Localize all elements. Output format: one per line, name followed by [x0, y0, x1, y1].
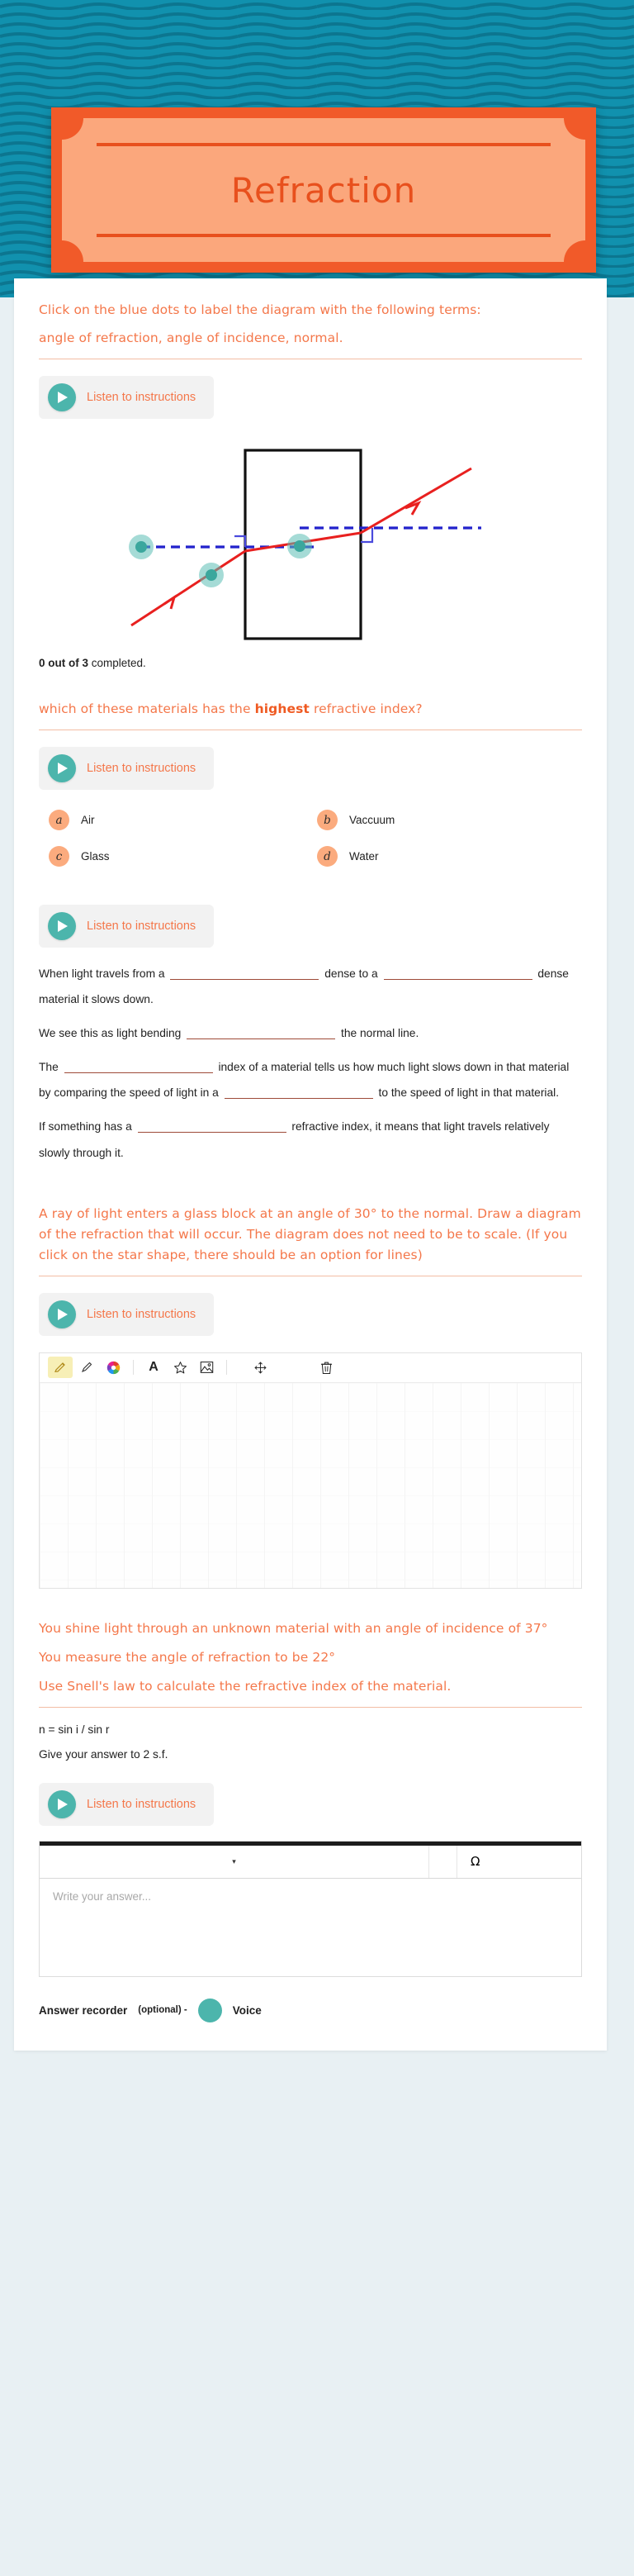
record-voice-button[interactable]	[198, 1999, 222, 2022]
cloze-3-pre: The	[39, 1061, 62, 1074]
recorder-optional-note: (optional) -	[138, 2005, 187, 2016]
task-draw-diagram	[39, 1204, 582, 1589]
special-character-button[interactable]: Ω	[471, 1854, 480, 1870]
option-d-key: d	[317, 846, 338, 867]
cloze-1-mid: dense to a	[321, 967, 381, 981]
task1-prompt-line1: Click on the blue dots to label the diagram with the following terms:	[39, 302, 481, 317]
cloze-4-mid: refractive index, it means that light travels relatively slowly through it.	[39, 1120, 550, 1159]
emergent-ray	[361, 468, 471, 533]
plaque-corner-top-left	[62, 118, 83, 140]
cloze-4-pre: If something has a	[39, 1120, 135, 1134]
play-icon	[48, 754, 76, 782]
incident-ray	[131, 551, 245, 625]
cloze-blank-1b[interactable]	[384, 966, 532, 980]
task1-prompt-line2: angle of refraction, angle of incidence, normal.	[39, 330, 343, 346]
image-icon[interactable]	[194, 1357, 219, 1378]
task1-prompt	[39, 300, 582, 349]
label-dot-normal[interactable]	[129, 535, 154, 559]
refraction-diagram-svg[interactable]	[116, 437, 504, 650]
star-shape-icon[interactable]	[168, 1357, 192, 1378]
brush-icon[interactable]	[74, 1357, 99, 1378]
option-d[interactable]	[314, 841, 582, 872]
cloze-1-pre: When light travels from a	[39, 967, 168, 981]
option-b-label: Vaccuum	[349, 814, 395, 827]
task4-prompt: A ray of light enters a glass block at an angle of 30° to the normal. Draw a diagram of the refraction that will occur. The diagram does not need to be to scale. (If you click on the star shape, there should be an option for lines)	[39, 1205, 581, 1262]
page-title: Refraction	[230, 169, 417, 211]
cloze-blank-2a[interactable]	[187, 1025, 335, 1039]
task5-prompt	[39, 1618, 582, 1697]
option-c-key: c	[49, 846, 69, 867]
listen-button-label-5: Listen to instructions	[87, 1797, 196, 1811]
recorder-voice-label: Voice	[232, 2003, 262, 2017]
progress-count: 0 out of 3	[39, 657, 88, 670]
drawing-toolbar	[40, 1353, 581, 1383]
cloze-blank-1a[interactable]	[170, 966, 319, 980]
cloze-3-mid: index of a material tells us how much light slows down in that material by comparing the speed of light in a	[39, 1061, 570, 1100]
listen-to-instructions-button-1[interactable]	[39, 376, 214, 419]
cloze-sentence-1	[39, 961, 582, 1012]
plaque-corner-bottom-right	[564, 240, 585, 262]
task-label-diagram	[39, 300, 582, 669]
play-icon	[48, 383, 76, 411]
option-b-key: b	[317, 810, 338, 830]
answer-editor	[39, 1841, 582, 1977]
task-fill-in-the-blanks	[39, 901, 582, 1165]
editor-tool-slot[interactable]	[429, 1846, 457, 1878]
cloze-3-post: to the speed of light in that material.	[375, 1086, 560, 1100]
cloze-1-post: dense material it slows down.	[39, 967, 569, 1006]
plaque-corner-bottom-left	[62, 240, 83, 262]
answer-input[interactable]: Write your answer...	[53, 1889, 152, 1903]
cloze-blank-3a[interactable]	[64, 1059, 213, 1073]
listen-button-label-1: Listen to instructions	[87, 391, 196, 405]
recorder-label: Answer recorder	[39, 2003, 128, 2017]
label-dot-angle-of-incidence[interactable]	[199, 563, 224, 587]
pencil-icon[interactable]	[48, 1357, 73, 1378]
trash-icon[interactable]	[314, 1357, 338, 1378]
title-plaque	[51, 107, 596, 273]
plaque-corner-top-right	[564, 118, 585, 140]
task2-question-post: refractive index?	[309, 701, 423, 717]
cloze-sentence-4	[39, 1114, 582, 1165]
task5-prompt-line3: Use Snell's law to calculate the refractive index of the material.	[39, 1679, 452, 1694]
listen-button-label-3: Listen to instructions	[87, 920, 196, 934]
option-a-key: a	[49, 810, 69, 830]
toolbar-divider	[226, 1360, 227, 1375]
option-c[interactable]	[45, 841, 314, 872]
snells-law-formula: n = sin i / sin r	[39, 1723, 110, 1737]
title-plaque-inner	[62, 118, 585, 262]
significant-figures-instruction: Give your answer to 2 s.f.	[39, 1748, 168, 1761]
listen-to-instructions-button-2[interactable]	[39, 747, 214, 790]
move-icon[interactable]	[248, 1357, 272, 1378]
option-a-label: Air	[81, 814, 95, 827]
play-icon	[48, 912, 76, 940]
task2-question-pre: which of these materials has the	[39, 701, 255, 717]
listen-to-instructions-button-4[interactable]	[39, 1293, 214, 1336]
label-dot-angle-of-refraction[interactable]	[287, 534, 312, 558]
play-icon	[48, 1300, 76, 1328]
worksheet-content	[14, 278, 607, 2051]
cloze-sentence-2	[39, 1020, 582, 1046]
task5-prompt-line2: You measure the angle of refraction to be 22°	[39, 1649, 336, 1665]
cloze-blank-4a[interactable]	[138, 1119, 286, 1133]
page-header-banner	[0, 0, 634, 297]
color-wheel-icon[interactable]	[101, 1357, 125, 1378]
option-d-label: Water	[349, 850, 379, 863]
answer-recorder-row	[39, 1999, 582, 2022]
task1-progress-status	[39, 657, 582, 669]
listen-to-instructions-button-3[interactable]	[39, 905, 214, 948]
incident-ray-arrow	[164, 597, 174, 609]
refraction-diagram[interactable]	[39, 437, 582, 650]
option-c-label: Glass	[81, 850, 110, 863]
cloze-2-pre: We see this as light bending	[39, 1027, 185, 1040]
text-icon[interactable]: A	[149, 1360, 158, 1375]
option-b[interactable]	[314, 805, 582, 835]
drawing-canvas-card	[39, 1352, 582, 1589]
task-multiple-choice	[39, 699, 582, 872]
listen-to-instructions-button-5[interactable]	[39, 1783, 214, 1826]
style-dropdown[interactable]	[40, 1846, 429, 1878]
listen-button-label-2: Listen to instructions	[87, 762, 196, 776]
right-angle-marker-entry	[234, 536, 245, 547]
cloze-sentence-3	[39, 1054, 582, 1105]
task5-prompt-line1: You shine light through an unknown material with an angle of incidence of 37°	[39, 1620, 548, 1636]
cloze-paragraph	[39, 961, 582, 1165]
task2-question	[39, 699, 582, 720]
answer-options-grid	[39, 805, 582, 872]
cloze-blank-3b[interactable]	[225, 1085, 373, 1099]
cloze-2-mid: the normal line.	[338, 1027, 419, 1040]
divider	[39, 1707, 582, 1708]
chevron-down-icon: ▾	[232, 1856, 236, 1865]
toolbar-divider	[133, 1360, 134, 1375]
editor-toolbar	[40, 1846, 581, 1879]
task-snells-law	[39, 1618, 582, 2022]
listen-button-label-4: Listen to instructions	[87, 1307, 196, 1321]
task2-question-emphasis: highest	[254, 701, 310, 717]
option-a[interactable]	[45, 805, 314, 835]
drawing-canvas[interactable]	[40, 1383, 581, 1588]
progress-suffix: completed.	[88, 657, 146, 670]
play-icon	[48, 1790, 76, 1818]
